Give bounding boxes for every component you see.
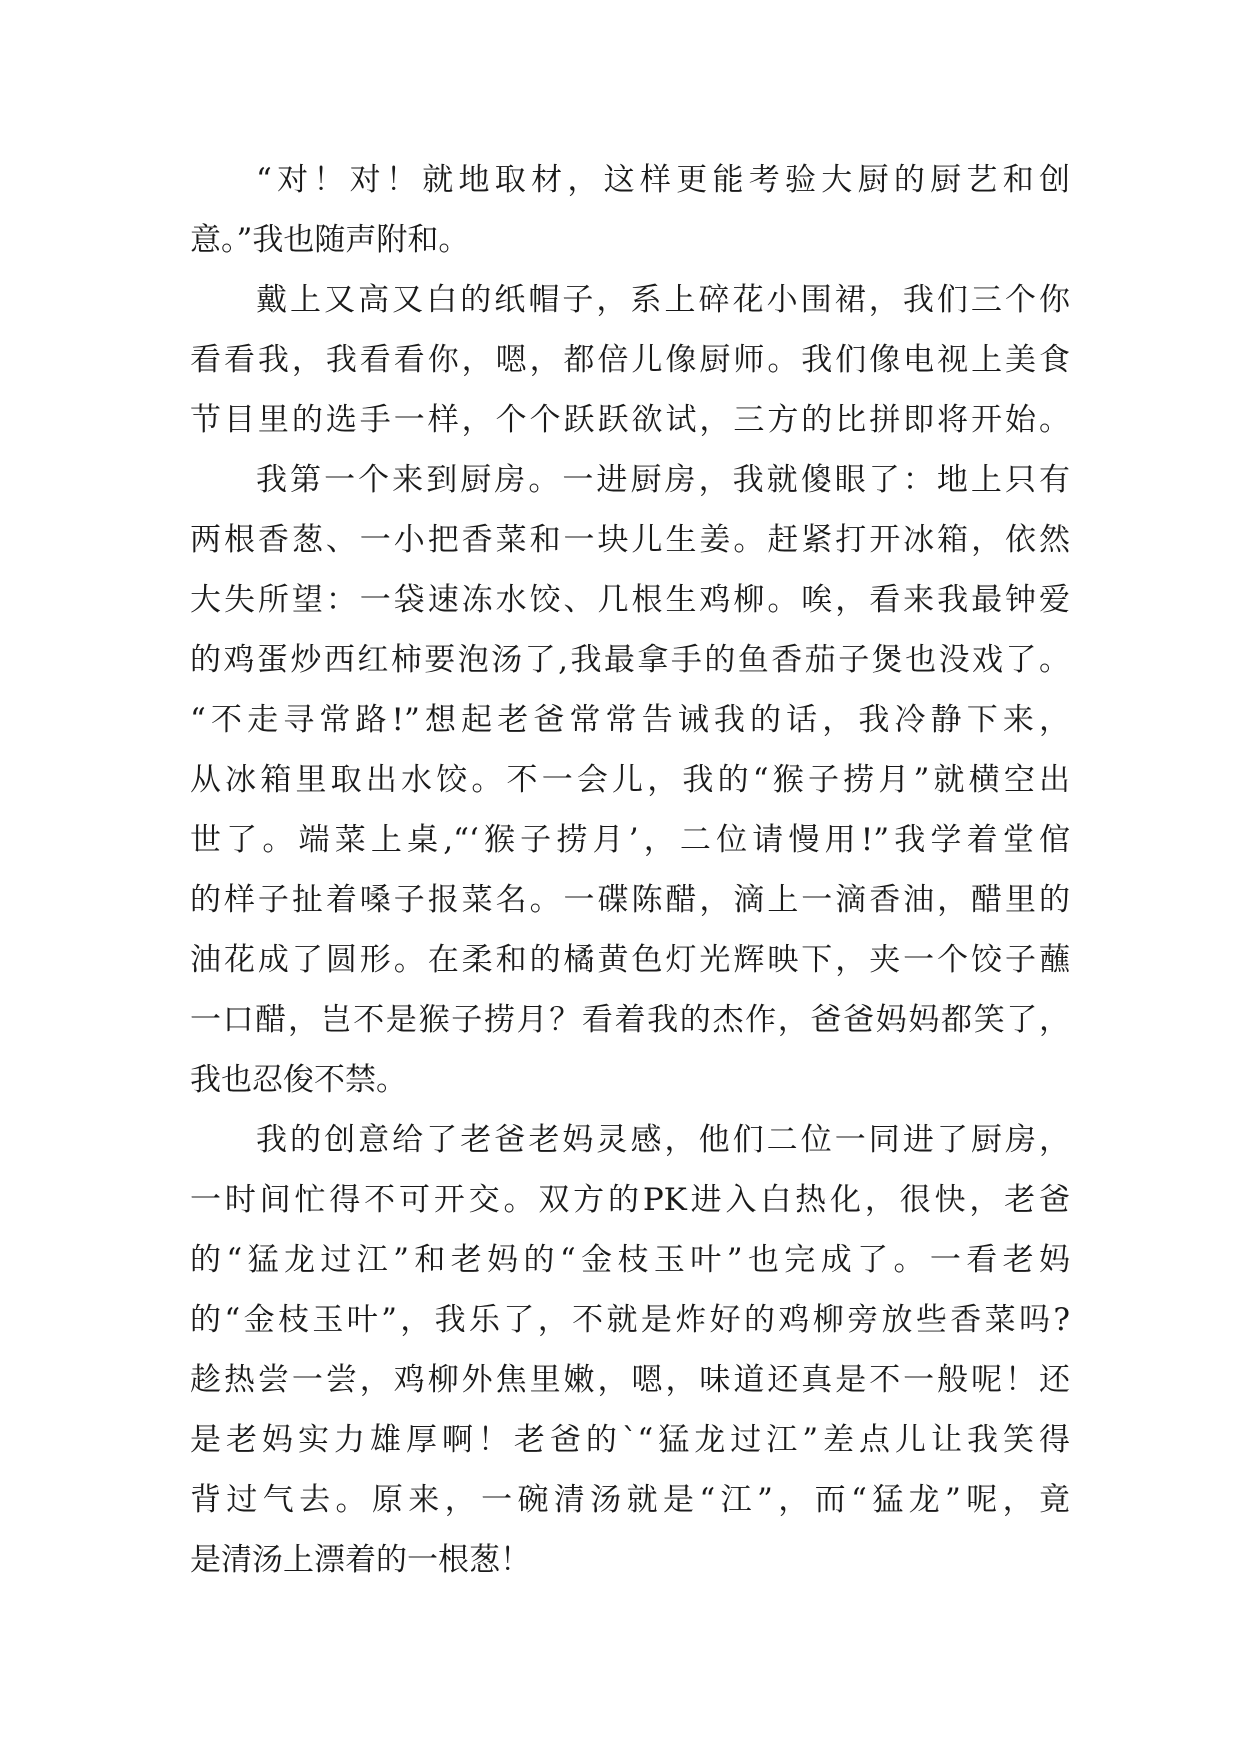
text-line: “不走寻常路!”想起老爸常常告诫我的话，我冷静下来， — [190, 702, 1070, 738]
text-line: 我第一个来到厨房。一进厨房，我就傻眼了：地上只有 — [256, 462, 1070, 498]
text-line: 从冰箱里取出水饺。不一会儿，我的“猴子捞月”就横空出 — [190, 762, 1070, 798]
text-line: 背过气去。原来，一碗清汤就是“江”，而“猛龙”呢，竟 — [190, 1482, 1070, 1518]
text-line: 我的创意给了老爸老妈灵感，他们二位一同进了厨房， — [256, 1122, 1070, 1158]
body-text — [190, 150, 1070, 1590]
text-line: 的鸡蛋炒西红柿要泡汤了,我最拿手的鱼香茄子煲也没戏了。 — [190, 642, 1070, 678]
text-line: 一时间忙得不可开交。双方的PK进入白热化，很快，老爸 — [190, 1182, 1070, 1218]
text-line: 的“金枝玉叶”，我乐了，不就是炸好的鸡柳旁放些香菜吗? — [190, 1302, 1070, 1338]
text-line: 是清汤上漂着的一根葱！ — [190, 1542, 531, 1578]
text-line: 是老妈实力雄厚啊！老爸的`“猛龙过江”差点儿让我笑得 — [190, 1422, 1070, 1458]
text-line: 的“猛龙过江”和老妈的“金枝玉叶”也完成了。一看老妈 — [190, 1242, 1070, 1278]
text-line: 看看我，我看看你，嗯，都倍儿像厨师。我们像电视上美食 — [190, 342, 1070, 378]
text-line: 节目里的选手一样，个个跃跃欲试，三方的比拼即将开始。 — [190, 402, 1070, 438]
text-line: 戴上又高又白的纸帽子，系上碎花小围裙，我们三个你 — [256, 282, 1070, 318]
text-line: 大失所望：一袋速冻水饺、几根生鸡柳。唉，看来我最钟爱 — [190, 582, 1070, 618]
text-line: 两根香葱、一小把香菜和一块儿生姜。赶紧打开冰箱，依然 — [190, 522, 1070, 558]
text-line: 一口醋，岂不是猴子捞月？看着我的杰作，爸爸妈妈都笑了， — [190, 1002, 1070, 1038]
text-line: 趁热尝一尝，鸡柳外焦里嫩，嗯，味道还真是不一般呢！还 — [190, 1362, 1070, 1398]
text-line: 油花成了圆形。在柔和的橘黄色灯光辉映下，夹一个饺子蘸 — [190, 942, 1070, 978]
text-line: 意。”我也随声附和。 — [190, 222, 470, 258]
text-line: 的样子扯着嗓子报菜名。一碟陈醋，滴上一滴香油，醋里的 — [190, 882, 1070, 918]
text-line: 世了。端菜上桌,“‘猴子捞月’，二位请慢用!”我学着堂倌 — [190, 822, 1070, 858]
text-line: 我也忍俊不禁。 — [190, 1062, 407, 1098]
text-line: “对！对！就地取材，这样更能考验大厨的厨艺和创 — [256, 162, 1070, 198]
